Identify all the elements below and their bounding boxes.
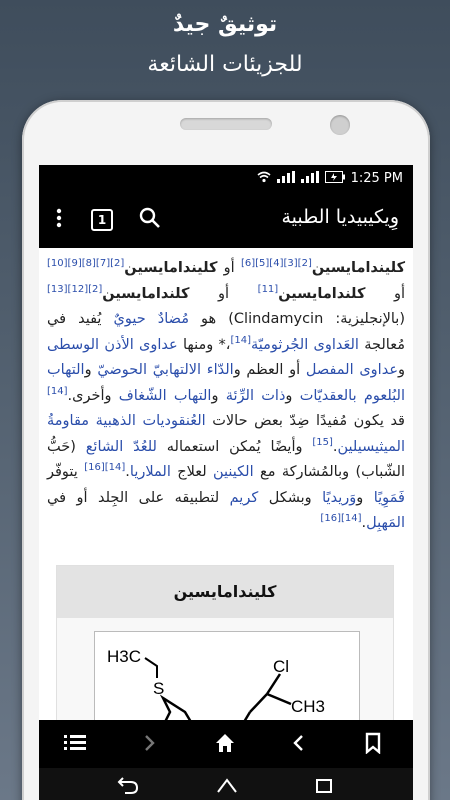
system-navigation-bar <box>39 768 413 800</box>
citation-link[interactable]: [14][16] <box>320 513 362 524</box>
article-text: وبشكل <box>258 489 323 506</box>
list-icon[interactable] <box>63 732 87 756</box>
article-link[interactable]: التهاب الشّغاف <box>118 387 212 404</box>
article-term: كليندامايسين <box>311 260 405 276</box>
article-link[interactable]: التهاب البُلعوم بالعقديّات <box>47 362 405 404</box>
citation-link[interactable]: [2][7][8][9][10] <box>47 258 125 269</box>
article-link[interactable]: الملاريا <box>129 464 171 480</box>
article-link[interactable]: الكينين <box>213 464 254 480</box>
citation-link[interactable]: [2][12][13] <box>47 283 103 295</box>
article-link[interactable]: عداوى المفصل <box>305 362 398 378</box>
promo-line-2: للجزيئات الشائعة <box>147 52 303 77</box>
overflow-menu-icon[interactable] <box>53 208 65 232</box>
citation-link[interactable]: [15] <box>312 436 333 448</box>
atom-label-h3c: H3C <box>107 647 142 666</box>
search-icon[interactable] <box>139 207 163 231</box>
citation-link[interactable]: [14] <box>230 334 251 346</box>
article-link[interactable]: الدّاء الالتهابيّ الحوضيّ <box>97 362 234 378</box>
citation-link[interactable]: [14] <box>47 385 68 397</box>
system-recents-icon[interactable] <box>313 776 335 798</box>
tabs-counter-button[interactable]: 1 <box>91 209 113 231</box>
app-title: وِيكيبيديا الطبية <box>281 206 399 228</box>
article-text: يُفيد في مُعالجة <box>47 311 405 353</box>
article-link[interactable]: للعُدّ الشائع <box>85 438 157 455</box>
article-term: كلندامايسين <box>102 285 190 302</box>
system-back-icon[interactable] <box>117 776 139 798</box>
article-text: لتطبيقه على الجِلد أو في <box>47 489 230 506</box>
signal-icon-1 <box>277 171 295 186</box>
phone-speaker <box>180 118 272 130</box>
article-term: كليندامايسين <box>124 260 218 276</box>
article-text: (بالإنجليزية: Clindamycin) هو <box>188 311 405 327</box>
article-link[interactable]: فَمَوِيًا <box>373 489 405 506</box>
status-time: 1:25 PM <box>350 171 403 186</box>
article-text: و <box>356 489 374 506</box>
article-text: و <box>211 387 226 404</box>
phone-screen <box>39 165 413 800</box>
article-term: كلندامايسين <box>278 285 366 302</box>
article-link[interactable]: وَريديًا <box>322 489 357 506</box>
article-text: قد يكون مُفيدًا ضِدّ بعض حالات <box>205 413 405 429</box>
bookmark-icon[interactable] <box>361 732 385 756</box>
article-text: وأيضًا يُمكن استعماله <box>156 438 313 455</box>
battery-charging-icon <box>325 171 345 186</box>
article-paragraph <box>47 256 405 537</box>
article-text: . <box>361 515 367 531</box>
article-link[interactable]: ذات الرِّئة <box>225 387 286 404</box>
atom-label-s: S <box>153 679 165 698</box>
article-link[interactable]: كريم <box>229 489 259 506</box>
bottom-navigation-bar <box>39 720 413 768</box>
article-link[interactable]: عداوى الأذن الوسطى <box>47 336 178 353</box>
signal-icon-2 <box>301 171 319 186</box>
article-text: و <box>285 387 300 404</box>
forward-icon[interactable] <box>137 732 161 756</box>
article-text: ،* ومنها <box>177 336 231 353</box>
article-text: و <box>397 362 405 378</box>
article-text: أو <box>217 260 241 276</box>
article-text: . <box>332 438 338 455</box>
citation-link[interactable]: [14][16] <box>84 462 126 473</box>
article-text: وأخرى. <box>67 387 119 404</box>
atom-label-cl: Cl <box>273 657 290 676</box>
article-link[interactable]: مُضادٌ حيويٌ <box>113 311 189 327</box>
article-link[interactable]: العُنقوديات الذهبية مقاومةُ الميثيسيلين <box>47 413 405 455</box>
wifi-icon <box>257 171 271 186</box>
app-toolbar <box>39 192 413 248</box>
article-link[interactable]: العَداوى الجُرثوميّة <box>250 336 359 353</box>
article-text: يتوفّر <box>47 464 85 480</box>
phone-camera <box>330 115 350 135</box>
article-text: (حَبُّ الشّباب) وبالمُشاركة مع <box>47 438 405 480</box>
citation-link[interactable]: [2][3][4][5][6] <box>240 258 312 269</box>
article-text: لعلاج <box>170 464 213 480</box>
citation-link[interactable]: [11] <box>257 283 279 295</box>
back-icon[interactable] <box>287 732 311 756</box>
article-text: و <box>84 362 98 378</box>
home-icon[interactable] <box>213 732 237 756</box>
article-text: أو العظم و <box>233 362 306 378</box>
article-text: أو <box>189 285 258 302</box>
article-text: أو <box>365 285 406 302</box>
promo-line-1: توثيقٌ جيدٌ <box>172 12 278 37</box>
atom-label-ch3: CH3 <box>291 697 326 716</box>
article-text: . <box>125 464 130 480</box>
status-bar <box>39 165 413 192</box>
system-home-icon[interactable] <box>215 776 239 798</box>
infobox-title: كليندامايسين <box>57 566 393 618</box>
article-link[interactable]: المَهبِل <box>366 515 405 531</box>
